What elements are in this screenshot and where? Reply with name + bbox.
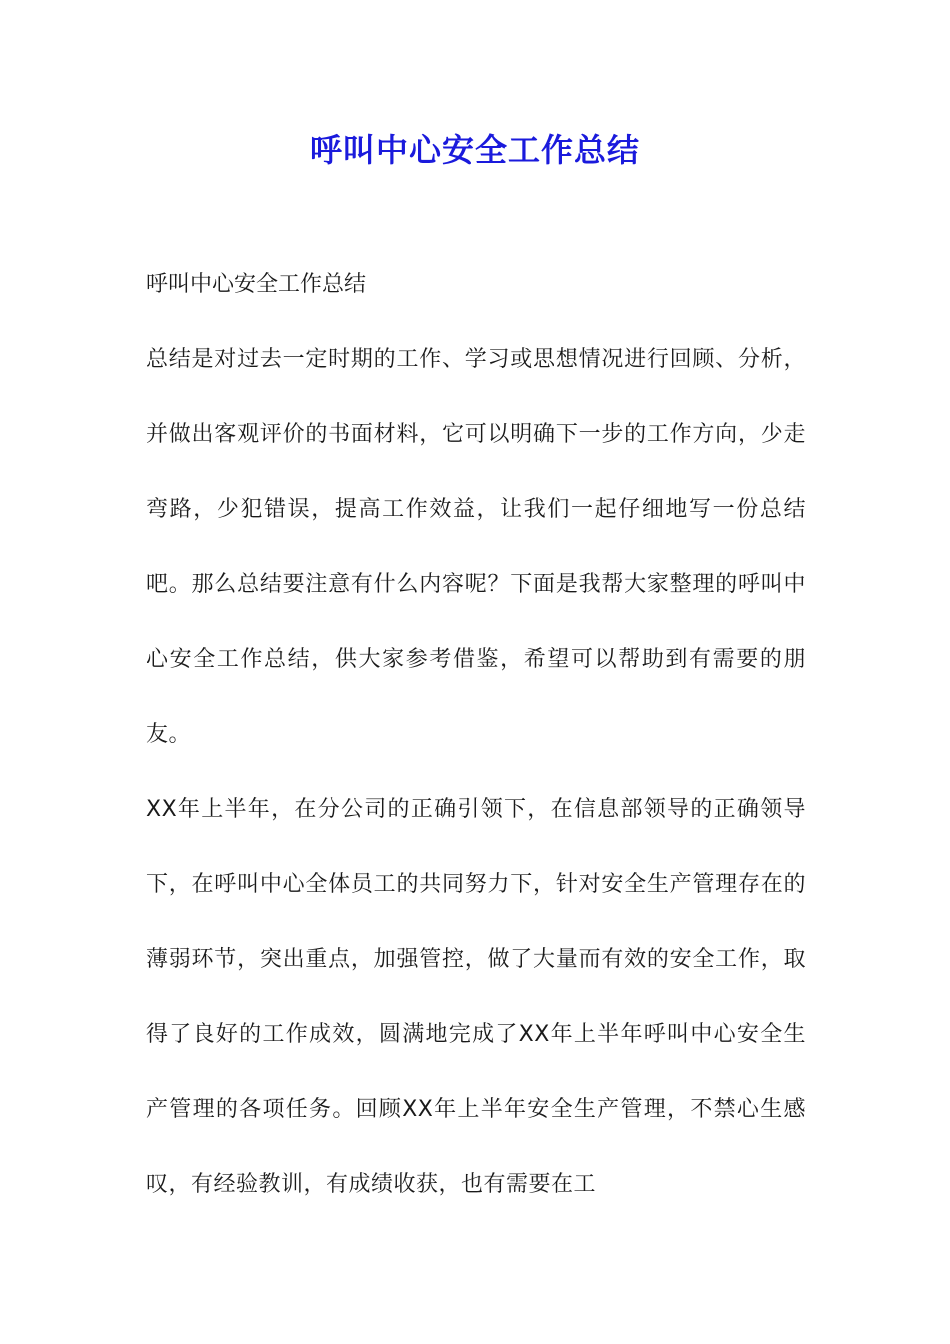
paragraph-intro: 总结是对过去一定时期的工作、学习或思想情况进行回顾、分析，并做出客观评价的书面材料，它可以明确下一步的工作方向，少走弯路，少犯错误，提高工作效益，让我们一起仔细地写一份总结吧。那么总结要注意有什么内容呢？下面是我帮大家整理的呼叫中心安全工作总结，供大家参考借鉴，希望可以帮助到有需要的朋友。: [146, 347, 806, 747]
document-subtitle: 呼叫中心安全工作总结: [146, 272, 367, 297]
document-body: [146, 322, 806, 1222]
document-title: 呼叫中心安全工作总结: [309, 131, 640, 169]
paragraph-review: XX年上半年，在分公司的正确引领下，在信息部领导的正确领导下，在呼叫中心全体员工的共同努力下，针对安全生产管理存在的薄弱环节，突出重点，加强管控，做了大量而有效的安全工作，取得了良好的工作成效，圆满地完成了XX年上半年呼叫中心安全生产管理的各项任务。回顾XX年上半年安全生产管理，不禁心生感叹，有经验教训，有成绩收获，也有需要在工: [146, 797, 806, 1197]
